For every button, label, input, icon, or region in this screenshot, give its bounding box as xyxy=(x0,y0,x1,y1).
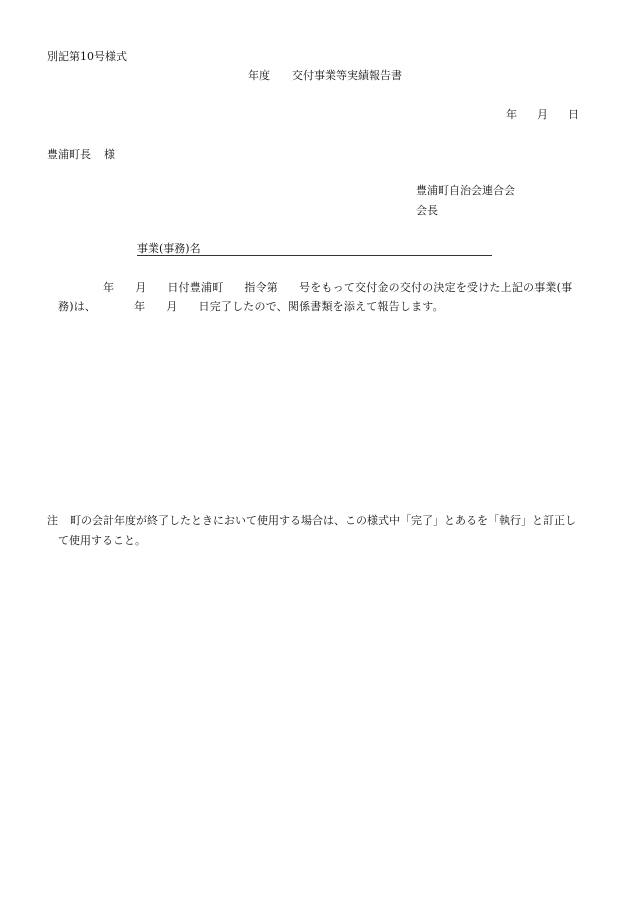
sender-position: 会長 xyxy=(416,204,438,217)
project-name-field xyxy=(137,242,492,256)
body-line2-lead: 務)は、 xyxy=(58,300,97,313)
note-text-1: 町の会計年度が終了したときにおいて使用する場合は、この様式中「完了」とあるを「執行」と訂正し xyxy=(70,514,576,527)
title-main: 交付事業等実績報告書 xyxy=(292,69,402,82)
addressee xyxy=(47,148,115,162)
sender-organization: 豊浦町自治会連合会 xyxy=(416,184,515,197)
date-month: 月 xyxy=(537,108,548,121)
addressee-honorific: 様 xyxy=(104,148,115,161)
body-day-prefix: 日付豊浦町 xyxy=(167,281,224,294)
addressee-name: 豊浦町長 xyxy=(47,148,91,161)
date-year: 年 xyxy=(506,108,517,121)
body-month: 月 xyxy=(135,281,147,294)
report-date xyxy=(506,108,579,122)
note-label: 注 xyxy=(47,514,58,527)
project-name-label: 事業(事務)名 xyxy=(137,242,201,255)
body-line1-text: 号をもって交付金の交付の決定を受けた上記の事業(事 xyxy=(299,281,573,294)
body-line2-year: 年 xyxy=(134,300,146,313)
date-day: 日 xyxy=(568,108,579,121)
body-directive: 指令第 xyxy=(244,281,279,294)
form-number: 別記第10号様式 xyxy=(47,50,127,63)
document-title xyxy=(248,69,402,83)
body-text-line-1 xyxy=(103,281,572,295)
body-line2-month: 月 xyxy=(166,300,178,313)
note-line-1 xyxy=(47,514,576,528)
body-line2-text: 日完了したので、関係書類を添えて報告します。 xyxy=(198,300,444,313)
title-year-label: 年度 xyxy=(248,69,270,82)
body-year: 年 xyxy=(103,281,115,294)
body-text-line-2 xyxy=(58,300,444,314)
note-line-2: て使用すること。 xyxy=(58,534,146,547)
